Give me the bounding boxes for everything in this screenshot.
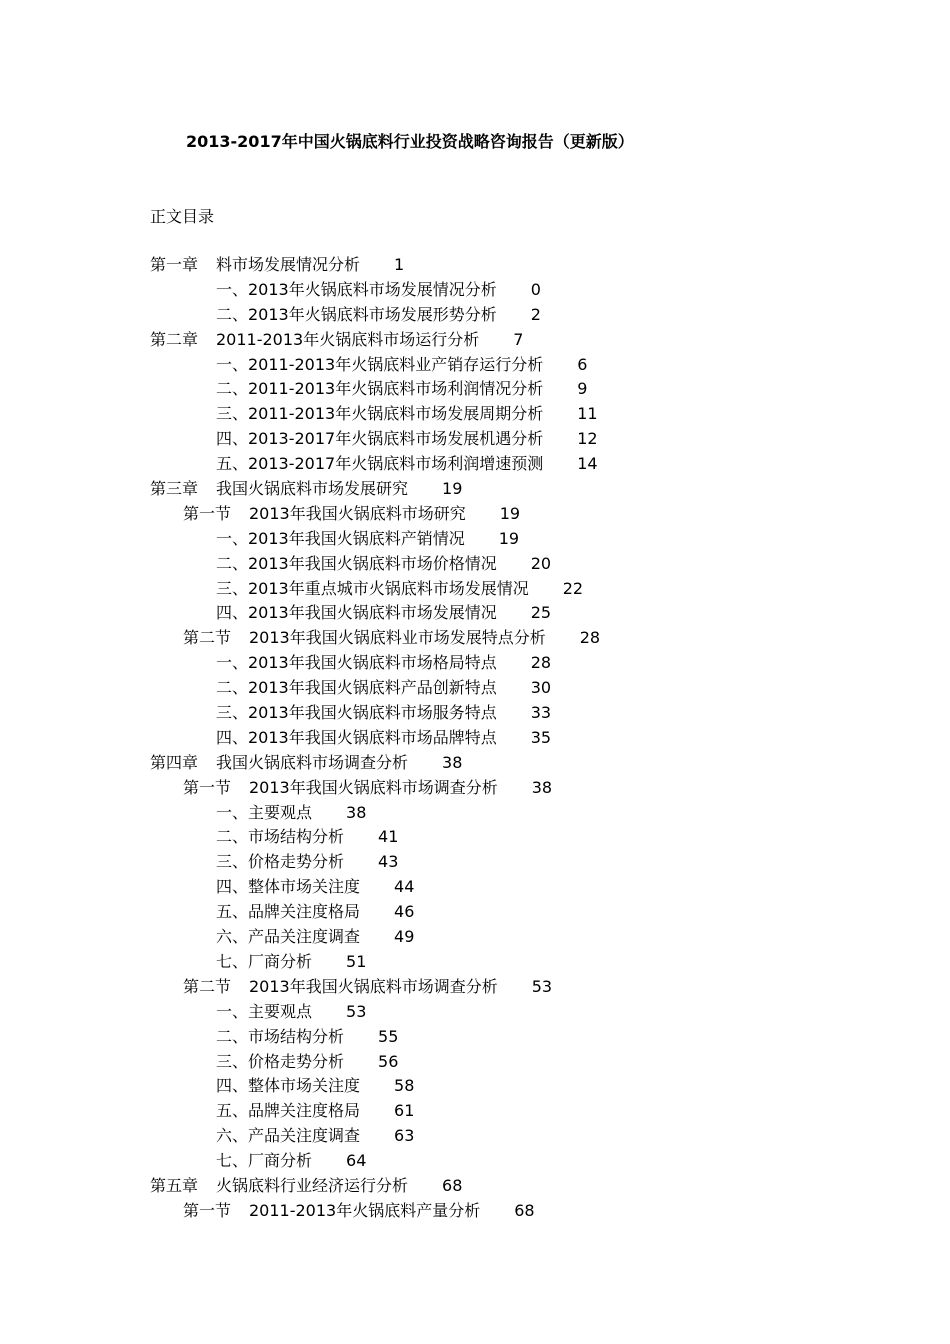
toc-entry[interactable]: [150, 402, 910, 427]
toc-entry-page: 61: [394, 1101, 415, 1121]
toc-entry-title: 二、2013年火锅底料市场发展形势分析: [216, 304, 497, 324]
toc-entry[interactable]: [150, 626, 910, 651]
toc-entry[interactable]: [150, 427, 910, 452]
toc-entry-page: 9: [577, 379, 588, 399]
toc-entry-page: 56: [378, 1051, 399, 1071]
toc-entry-page: 25: [530, 603, 552, 623]
toc-entry[interactable]: [150, 726, 910, 751]
toc-entry-page: 19: [498, 528, 520, 548]
toc-entry[interactable]: [150, 1199, 910, 1224]
toc-entry[interactable]: [150, 552, 910, 577]
toc-entry-title: 2013年我国火锅底料业市场发展特点分析: [249, 628, 546, 648]
toc-entry-title: 二、2011-2013年火锅底料市场利润情况分析: [216, 379, 544, 399]
toc-entry-page: 41: [378, 827, 399, 847]
toc-entry[interactable]: [150, 950, 910, 975]
toc-entry[interactable]: [150, 651, 910, 676]
toc-entry-title: 四、整体市场关注度: [216, 1076, 361, 1096]
toc-entry-title: 料市场发展情况分析: [216, 255, 361, 274]
toc-entry-page: 2: [530, 304, 541, 324]
toc-entry[interactable]: [150, 1050, 910, 1075]
toc-entry-page: 20: [530, 553, 552, 573]
toc-entry-page: 28: [579, 628, 601, 648]
toc-entry-title: 五、品牌关注度格局: [216, 1101, 361, 1121]
toc-entry-title: 五、品牌关注度格局: [216, 902, 361, 922]
toc-entry-page: 11: [577, 404, 598, 424]
toc-entry[interactable]: [150, 751, 910, 776]
toc-entry-title: 一、2013年我国火锅底料市场格局特点: [216, 653, 497, 673]
toc-entry[interactable]: [150, 701, 910, 726]
toc-entry-title: 二、市场结构分析: [216, 1026, 345, 1046]
toc-entry-page: 14: [577, 454, 598, 474]
toc-entry-title: 2013年我国火锅底料市场调查分析: [249, 976, 498, 996]
toc-entry[interactable]: [150, 825, 910, 850]
toc-entry-page: 7: [513, 329, 524, 349]
toc-entry-page: 51: [346, 951, 367, 971]
toc-entry-page: 68: [442, 1175, 463, 1195]
toc-entry-title: 四、2013-2017年火锅底料市场发展机遇分析: [216, 429, 544, 449]
toc-entry-number: 第一节: [183, 777, 232, 797]
toc-heading: 正文目录: [150, 207, 215, 226]
toc-entry[interactable]: [150, 1149, 910, 1174]
toc-entry-number: 第二节: [183, 628, 232, 648]
toc-entry-title: 二、2013年我国火锅底料产品创新特点: [216, 678, 497, 698]
toc-entry[interactable]: [150, 601, 910, 626]
toc-entry[interactable]: [150, 328, 910, 353]
toc-entry-page: 12: [577, 429, 598, 449]
toc-entry-page: 38: [442, 752, 463, 772]
table-of-contents: [150, 253, 910, 1224]
toc-entry-number: 第二章: [150, 329, 199, 349]
toc-entry[interactable]: [150, 1124, 910, 1149]
toc-entry[interactable]: [150, 502, 910, 527]
toc-entry-number: 第一节: [183, 1200, 232, 1220]
toc-entry[interactable]: [150, 925, 910, 950]
toc-entry-title: 一、主要观点: [216, 1001, 313, 1021]
toc-entry-title: 一、主要观点: [216, 802, 313, 822]
toc-entry[interactable]: [150, 477, 910, 502]
toc-entry[interactable]: [150, 452, 910, 477]
toc-entry-page: 6: [577, 354, 588, 374]
toc-entry-page: 43: [378, 852, 399, 872]
toc-entry-page: 38: [531, 777, 553, 797]
toc-entry-title: 三、价格走势分析: [216, 852, 345, 872]
toc-entry-page: 28: [530, 653, 552, 673]
toc-entry-page: 58: [394, 1076, 415, 1096]
toc-entry-title: 三、2013年重点城市火锅底料市场发展情况: [216, 578, 529, 598]
toc-entry[interactable]: [150, 278, 910, 303]
toc-entry-title: 2011-2013年火锅底料产量分析: [249, 1200, 481, 1220]
toc-entry[interactable]: [150, 975, 910, 1000]
toc-entry-page: 22: [562, 578, 584, 598]
toc-entry-page: 64: [346, 1151, 367, 1171]
toc-entry-title: 六、产品关注度调查: [216, 1126, 361, 1146]
toc-entry-number: 第一章: [150, 255, 199, 274]
toc-entry[interactable]: [150, 1000, 910, 1025]
toc-entry-title: 二、市场结构分析: [216, 827, 345, 847]
toc-entry-title: 火锅底料行业经济运行分析: [216, 1175, 409, 1195]
toc-entry-number: 第三章: [150, 479, 199, 499]
toc-entry-title: 2013年我国火锅底料市场研究: [249, 503, 466, 523]
toc-entry-title: 七、厂商分析: [216, 951, 313, 971]
toc-entry[interactable]: [150, 875, 910, 900]
toc-entry-page: 38: [346, 802, 367, 822]
toc-entry-page: 63: [394, 1126, 415, 1146]
toc-entry-page: 0: [530, 279, 541, 299]
toc-entry[interactable]: [150, 577, 910, 602]
toc-entry-title: 三、2013年我国火锅底料市场服务特点: [216, 703, 497, 723]
toc-entry-page: 1: [394, 255, 405, 274]
toc-entry[interactable]: [150, 676, 910, 701]
toc-entry-title: 2013年我国火锅底料市场调查分析: [249, 777, 498, 797]
toc-entry-title: 七、厂商分析: [216, 1151, 313, 1171]
toc-entry-page: 44: [394, 877, 415, 897]
toc-entry-title: 二、2013年我国火锅底料市场价格情况: [216, 553, 497, 573]
toc-entry-page: 19: [442, 479, 463, 499]
toc-entry[interactable]: [150, 1074, 910, 1099]
toc-entry-page: 68: [514, 1200, 535, 1220]
document-title: 2013-2017年中国火锅底料行业投资战略咨询报告（更新版）: [186, 132, 634, 151]
toc-entry-title: 我国火锅底料市场发展研究: [216, 479, 409, 499]
toc-entry-title: 一、2013年我国火锅底料产销情况: [216, 528, 465, 548]
toc-entry[interactable]: [150, 1174, 910, 1199]
toc-entry-number: 第一节: [183, 503, 232, 523]
toc-entry-title: 六、产品关注度调查: [216, 927, 361, 947]
toc-entry-page: 53: [531, 976, 553, 996]
toc-entry-number: 第五章: [150, 1175, 199, 1195]
toc-entry[interactable]: [150, 353, 910, 378]
toc-entry-title: 四、2013年我国火锅底料市场品牌特点: [216, 727, 497, 747]
toc-entry-number: 第二节: [183, 976, 232, 996]
toc-entry[interactable]: [150, 377, 910, 402]
toc-entry[interactable]: [150, 801, 910, 826]
toc-entry-page: 33: [530, 703, 552, 723]
toc-entry-page: 19: [499, 503, 521, 523]
toc-entry-title: 五、2013-2017年火锅底料市场利润增速预测: [216, 454, 544, 474]
toc-entry-page: 30: [530, 678, 552, 698]
toc-entry-page: 55: [378, 1026, 399, 1046]
toc-entry-title: 三、价格走势分析: [216, 1051, 345, 1071]
toc-entry[interactable]: [150, 527, 910, 552]
toc-entry-title: 四、整体市场关注度: [216, 877, 361, 897]
toc-entry-title: 我国火锅底料市场调查分析: [216, 752, 409, 772]
toc-entry[interactable]: [150, 1025, 910, 1050]
toc-entry[interactable]: [150, 1099, 910, 1124]
toc-entry-title: 一、2013年火锅底料市场发展情况分析: [216, 279, 497, 299]
toc-entry[interactable]: [150, 303, 910, 328]
toc-entry-page: 49: [394, 927, 415, 947]
toc-entry[interactable]: [150, 900, 910, 925]
toc-entry-number: 第四章: [150, 752, 199, 772]
toc-entry-title: 一、2011-2013年火锅底料业产销存运行分析: [216, 354, 544, 374]
toc-entry-title: 四、2013年我国火锅底料市场发展情况: [216, 603, 497, 623]
toc-entry-page: 35: [530, 727, 552, 747]
toc-entry-title: 2011-2013年火锅底料市场运行分析: [216, 329, 480, 349]
toc-entry[interactable]: [150, 253, 910, 278]
toc-entry-title: 三、2011-2013年火锅底料市场发展周期分析: [216, 404, 544, 424]
toc-entry[interactable]: [150, 776, 910, 801]
toc-entry[interactable]: [150, 850, 910, 875]
toc-entry-page: 46: [394, 902, 415, 922]
toc-entry-page: 53: [346, 1001, 367, 1021]
